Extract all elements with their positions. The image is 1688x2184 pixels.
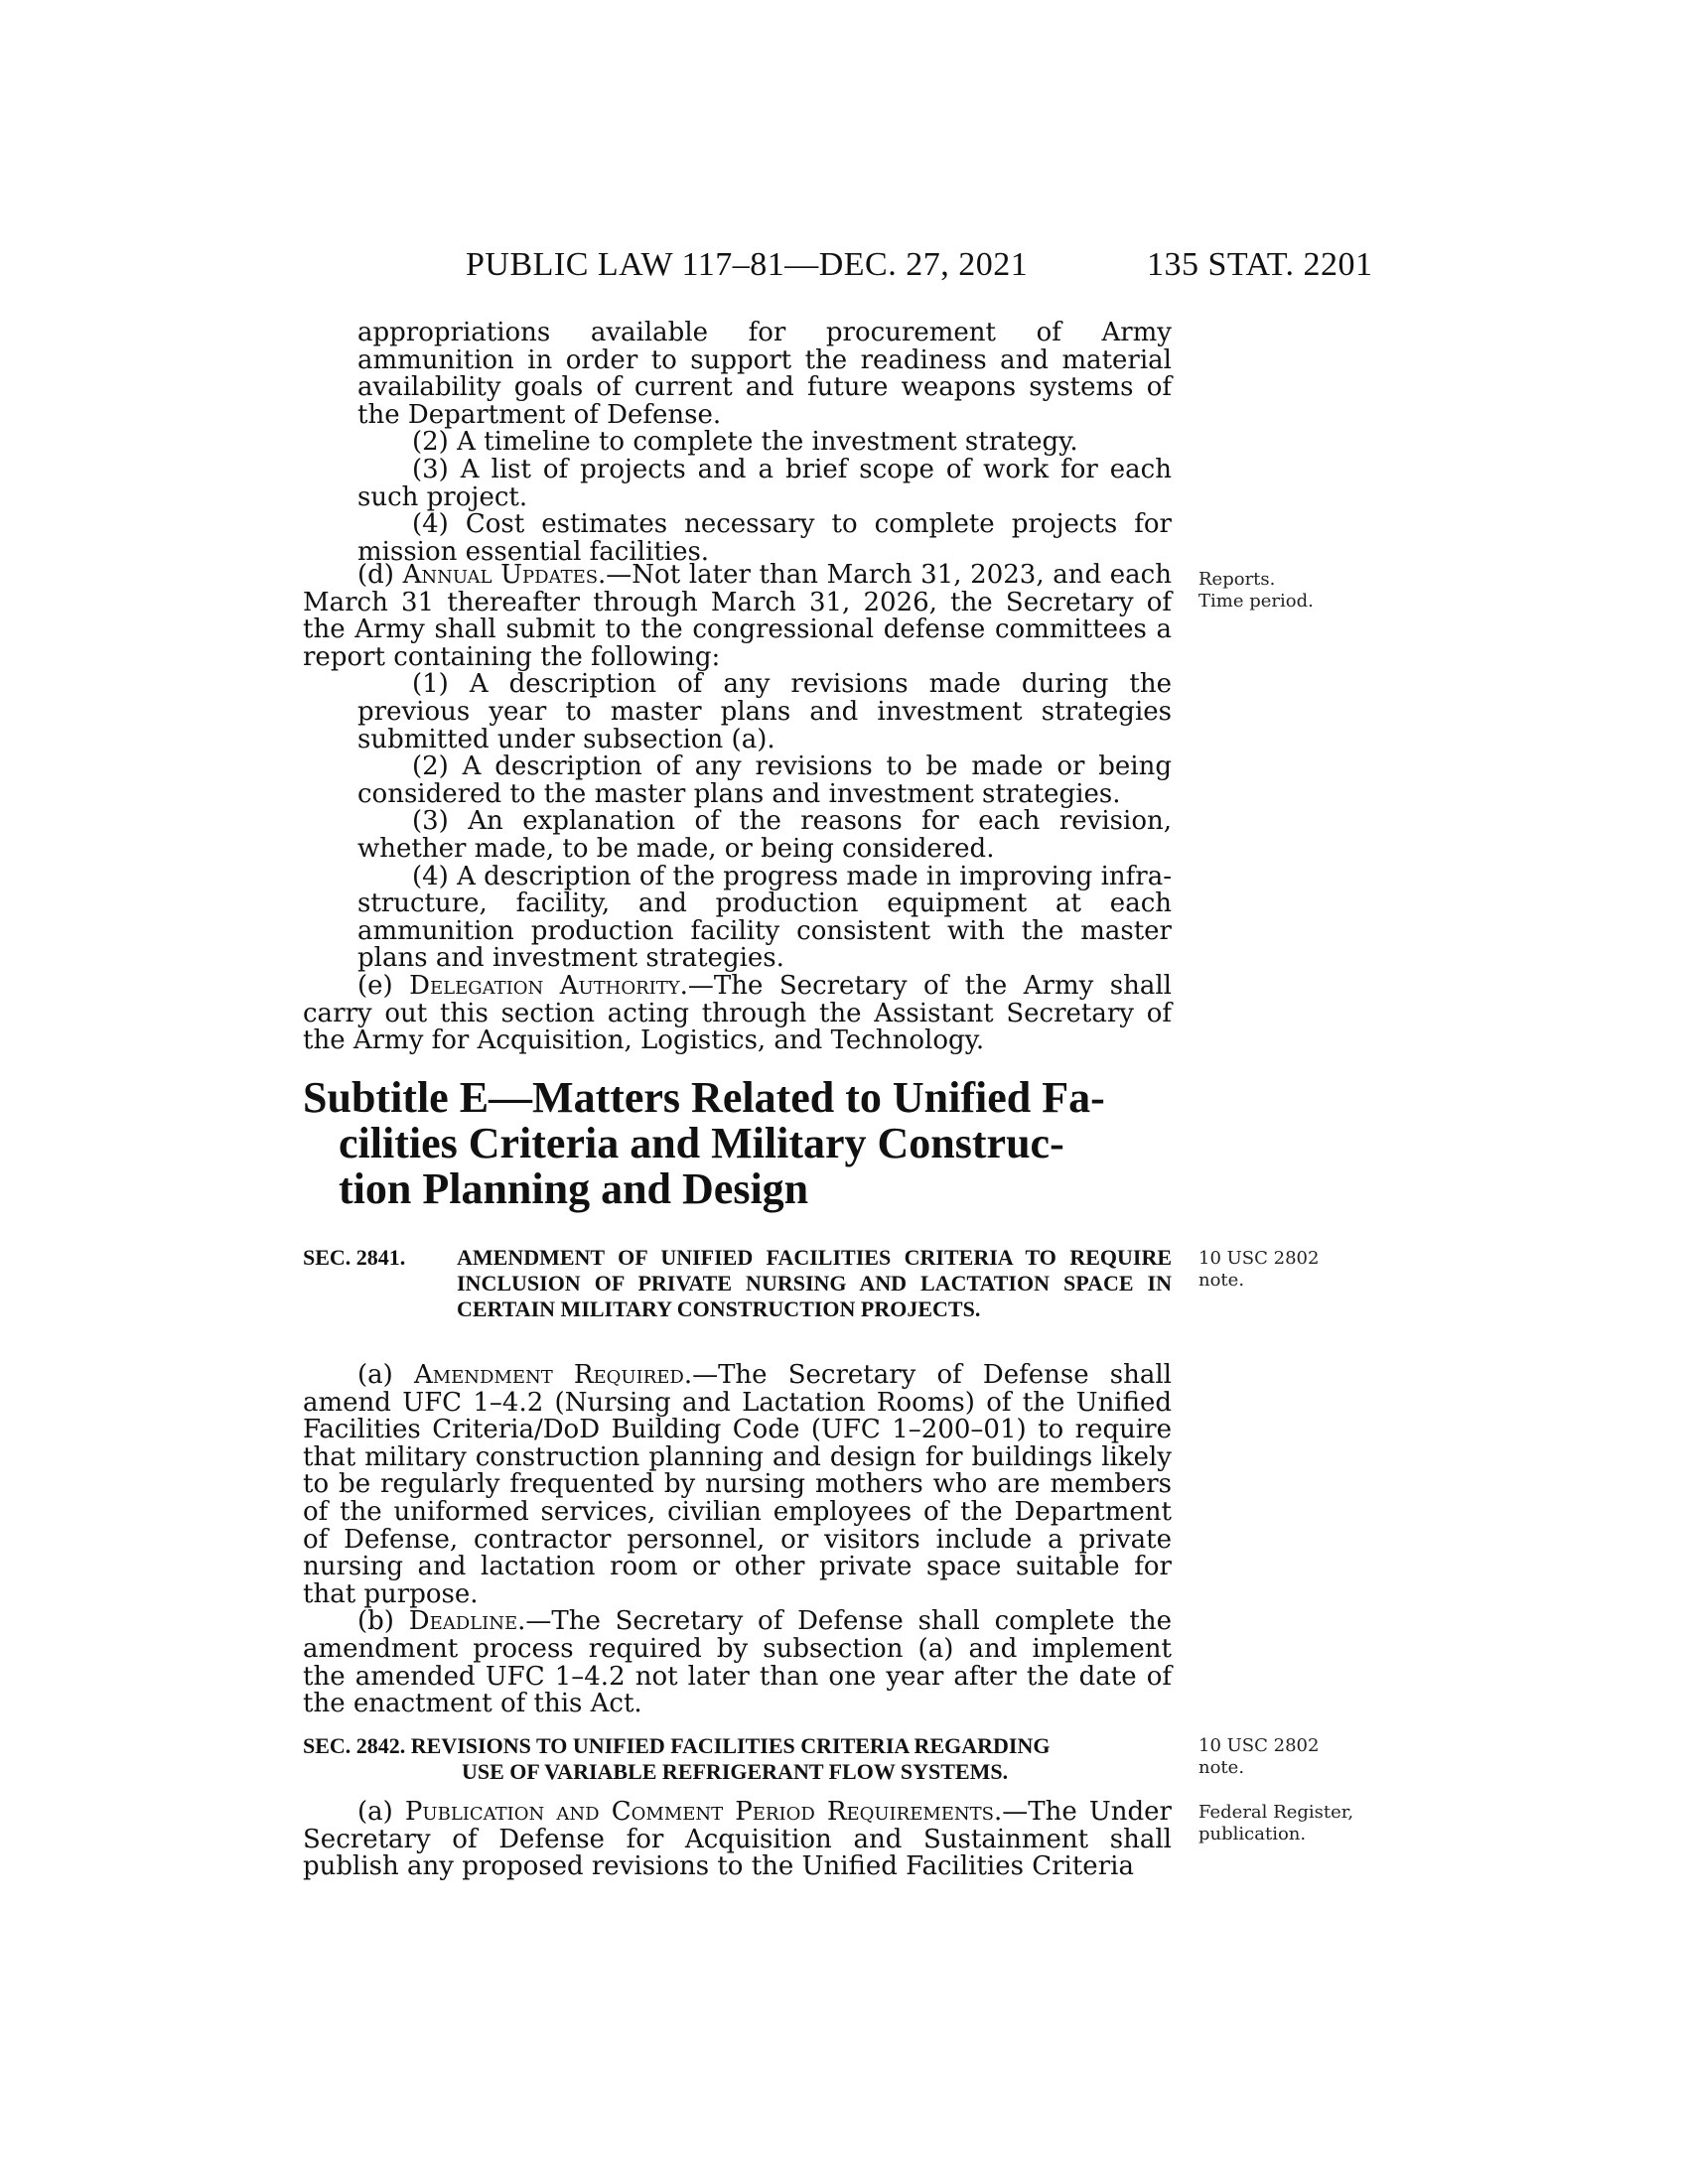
subsection-heading: Amendment Required [413,1360,684,1390]
subsection-heading: Publication and Comment Period Requirements [404,1797,994,1827]
running-header-law: PUBLIC LAW 117–81—DEC. 27, 2021 [466,246,1029,283]
subsection-d [303,562,1172,1055]
subsection-a-paragraph: (a) Amendment Required.—The Secretary of Defense shall amend UFC 1–4.2 (Nursing and Lactation Rooms) of the Unified Facilities Criteria/DoD Building Code (UFC 1–200–01) to require that military construction planning and design for buildings likely to be regularly frequented by nursing mothers who are members of the uniformed services, civilian employees of the Department of Defense, contractor personnel, or visitors include a private nursing and lactation room or other private space suitable for that purpose. [303,1360,1173,1609]
subsection-d-paragraph: (d) Annual Updates.—Not later than March 31, 2023, and each March 31 thereafter through March 31, 2026, the Secretary of the Army shall submit to the congressional defense committees a report containing the following: [303,560,1172,672]
list-item: (1) A description of any revisions made during the previous year to master plans and investment strategies submitted under subsection (a). [357,669,1172,754]
section-title-line: SEC. 2842. REVISIONS TO UNIFIED FACILITIES CRITERIA REGARDING [303,1733,1051,1758]
subsection-heading: Annual Updates [402,560,599,590]
section-title-line: USE OF VARIABLE REFRIGERANT FLOW SYSTEMS. [462,1759,1009,1784]
margin-note-federal-register: Federal Register, publication. [1198,1802,1354,1844]
list-item: (4) A description of the progress made in improving infrastructure, facility, and production equipment at each ammunition production facility consistent with the master plans and investment strategies. [357,861,1172,974]
section-number: SEC. 2841. [303,1245,406,1270]
section-2842-body [303,1799,1172,1881]
section-2841-heading [303,1245,1172,1322]
list-item: (4) Cost estimates necessary to complete projects for mission essential facilities. [357,509,1172,567]
list-item: (2) A timeline to complete the investment strategy. [412,427,1078,458]
margin-note-usc-2: 10 USC 2802 note. [1198,1735,1320,1778]
subsection-e-paragraph: (e) Delegation Authority.—The Secretary of the Army shall carry out this section acting through the Assistant Secretary of the Army for Acquisition, Logistics, and Technology. [303,970,1172,1056]
section-title: AMENDMENT OF UNIFIED FACILITIES CRITERIA TO REQUIRE INCLUSION OF PRIVATE NURSING AND LACTATION SPACE IN CERTAIN MILITARY CONSTRUCTION PROJECTS. [457,1245,1172,1321]
paragraph: appropriations available for procurement of Army ammunition in order to support the readiness and material availability goals of current and future weapons systems of the Department of Defense. [357,318,1172,430]
subsection-b-paragraph: (b) Deadline.—The Secretary of Defense shall complete the amendment process required by subsection (a) and implement the amended UFC 1–4.2 not later than one year after the date of the enactment of this Act. [303,1606,1172,1719]
margin-note-reports: Reports. Time period. [1198,569,1314,612]
list-item: (3) An explanation of the reasons for each revision, whether made, to be made, or being considered. [357,806,1172,864]
subsection-a-paragraph: (a) Publication and Comment Period Requirements.—The Under Secretary of Defense for Acquisition and Sustainment shall publish any proposed revisions to the Unified Facilities Criteria [303,1797,1172,1882]
subsection-heading: Delegation Authority [409,970,680,1001]
list-item: (2) A description of any revisions to be made or being considered to the master plans and investment strategies. [357,751,1172,809]
running-header-stat: 135 STAT. 2201 [1147,246,1373,283]
section-c-continuation [303,320,1172,566]
section-2842-heading [303,1733,1172,1785]
list-item: (3) A list of projects and a brief scope of work for each such project. [357,454,1172,512]
subsection-heading: Deadline [408,1606,518,1637]
subtitle-heading: Subtitle E—Matters Related to Unified Fa- cilities Criteria and Military Construc- tion Planning and Design [303,1073,1105,1213]
margin-note-usc-1: 10 USC 2802 note. [1198,1248,1320,1291]
section-2841-body [303,1362,1172,1718]
